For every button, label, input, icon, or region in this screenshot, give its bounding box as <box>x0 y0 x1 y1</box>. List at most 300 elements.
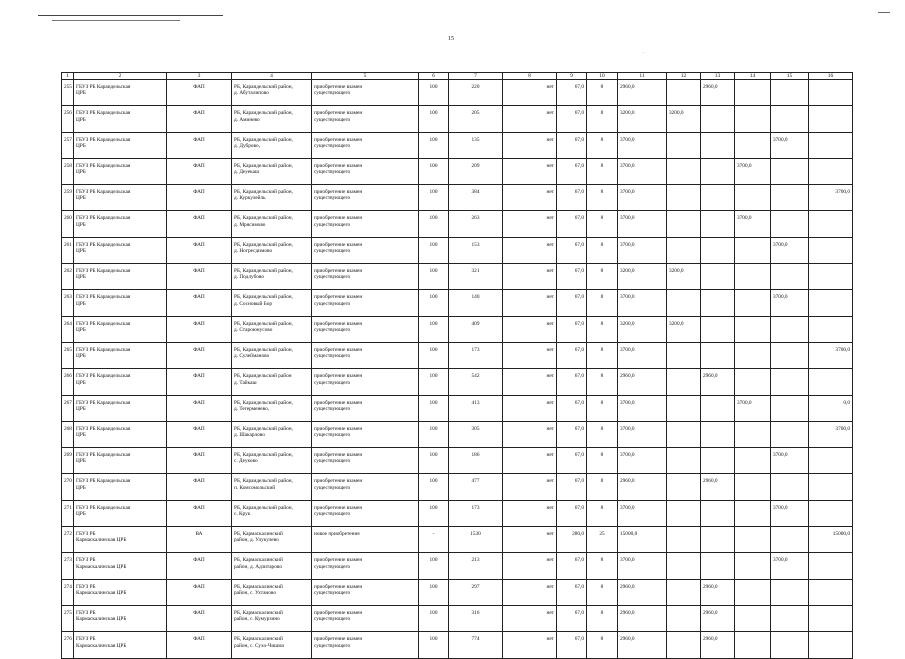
table-row <box>62 527 853 553</box>
act-line: существующего <box>314 353 351 360</box>
act-line: приобретение взамен <box>314 136 363 143</box>
act-line: существующего <box>314 326 351 333</box>
addr-line: РБ, Караидельский район <box>234 373 292 380</box>
col-7-cell: 409 <box>449 316 503 342</box>
col-9-cell: 67,0 <box>557 632 587 658</box>
addr-line: РБ, Караидельский район, <box>234 268 293 275</box>
col-14-cell: 3700,0 <box>735 158 771 184</box>
address-cell <box>232 158 312 184</box>
row-number-cell: 273 <box>62 553 74 579</box>
col-9-cell: 67,0 <box>557 158 587 184</box>
col-8-cell: нет <box>503 632 557 658</box>
col-6-cell: 100 <box>419 185 449 211</box>
col-11-cell: 3700,0 <box>618 185 667 211</box>
row-number-cell: 274 <box>62 579 74 605</box>
act-line: существующего <box>314 484 351 491</box>
col-11-cell: 2960,0 <box>618 369 667 395</box>
col-13-cell <box>701 158 735 184</box>
act-line: существующего <box>314 195 351 202</box>
col-10-cell: 8 <box>587 342 618 368</box>
col-8-cell: нет <box>503 132 557 158</box>
col-8-cell: нет <box>503 579 557 605</box>
addr-line: район, с. Ухтаново <box>234 589 277 596</box>
org-line: ГБУЗ РБ Караидельская <box>76 452 131 459</box>
col-14-cell <box>735 237 771 263</box>
action-cell <box>312 421 419 447</box>
organization-cell <box>74 264 167 290</box>
col-13-cell <box>701 421 735 447</box>
col-14-cell <box>735 290 771 316</box>
column-number: 2 <box>74 73 167 80</box>
col-6-cell: 100 <box>419 264 449 290</box>
action-cell <box>312 369 419 395</box>
col-12-cell <box>667 474 701 500</box>
addr-line: РБ, Караидельский район, <box>234 241 293 248</box>
col-9-cell: 67,0 <box>557 106 587 132</box>
table-row <box>62 106 853 132</box>
act-line: приобретение взамен <box>314 268 363 275</box>
col-10-cell: 8 <box>587 474 618 500</box>
column-number: 15 <box>771 73 809 80</box>
facility-type-cell: ФАП <box>167 605 232 631</box>
organization-cell <box>74 474 167 500</box>
col-12-cell <box>667 448 701 474</box>
col-11-cell: 3700,0 <box>618 421 667 447</box>
addr-line: д. Куркулейль <box>234 195 266 202</box>
col-13-cell <box>701 553 735 579</box>
row-number-cell: 275 <box>62 605 74 631</box>
action-cell <box>312 264 419 290</box>
col-11-cell: 2960,0 <box>618 579 667 605</box>
col-7-cell: 153 <box>449 237 503 263</box>
table-row <box>62 579 853 605</box>
col-8-cell: нет <box>503 316 557 342</box>
org-line: Кармаскалинская ЦРБ <box>76 616 127 623</box>
col-7-cell: 186 <box>449 448 503 474</box>
act-line: приобретение взамен <box>314 241 363 248</box>
row-number-cell: 259 <box>62 185 74 211</box>
addr-line: РБ, Караидельский район, <box>234 425 293 432</box>
col-8-cell: нет <box>503 500 557 526</box>
addr-line: д. Аминево <box>234 116 260 123</box>
facility-type-cell: ФАП <box>167 632 232 658</box>
col-12-cell: 3200,0 <box>667 316 701 342</box>
facility-type-cell: ФАП <box>167 264 232 290</box>
col-6-cell: 100 <box>419 421 449 447</box>
addr-line: д. Тайкаш <box>234 379 257 386</box>
col-11-cell: 3700,0 <box>618 158 667 184</box>
col-11-cell: 3200,0 <box>618 316 667 342</box>
col-11-cell: 3700,0 <box>618 290 667 316</box>
act-line: приобретение взамен <box>314 162 363 169</box>
act-line: существующего <box>314 300 351 307</box>
act-line: приобретение взамен <box>314 110 363 117</box>
col-16-cell <box>809 369 853 395</box>
addr-line: д. Мрясимово <box>234 221 266 228</box>
col-14-cell <box>735 527 771 553</box>
col-16-cell <box>809 132 853 158</box>
col-13-cell: 2960,0 <box>701 579 735 605</box>
table-row <box>62 316 853 342</box>
org-line: ГБУЗ РБ <box>76 636 96 643</box>
org-line: ГБУЗ РБ <box>76 557 96 564</box>
col-6-cell: 100 <box>419 158 449 184</box>
col-8-cell: нет <box>503 553 557 579</box>
address-cell <box>232 132 312 158</box>
col-16-cell <box>809 605 853 631</box>
col-8-cell: нет <box>503 237 557 263</box>
org-line: ГБУЗ РБ Караидельская <box>76 294 131 301</box>
col-16-cell <box>809 158 853 184</box>
column-number: 7 <box>449 73 503 80</box>
col-12-cell <box>667 500 701 526</box>
table-row <box>62 158 853 184</box>
action-cell <box>312 527 419 553</box>
organization-cell <box>74 369 167 395</box>
col-9-cell: 67,0 <box>557 264 587 290</box>
col-7-cell: 384 <box>449 185 503 211</box>
col-14-cell <box>735 369 771 395</box>
address-cell <box>232 369 312 395</box>
col-9-cell: 67,0 <box>557 80 587 106</box>
org-line: Кармаскалинская ЦРБ <box>76 642 127 649</box>
organization-cell <box>74 211 167 237</box>
org-line: ГБУЗ РБ Караидельская <box>76 136 131 143</box>
col-11-cell: 2960,0 <box>618 632 667 658</box>
org-line: ЦРБ <box>76 221 86 228</box>
addr-line: д. Шакарлово <box>234 432 265 439</box>
act-line: существующего <box>314 169 351 176</box>
col-8-cell: нет <box>503 80 557 106</box>
col-9-cell: 67,0 <box>557 553 587 579</box>
col-15-cell <box>771 395 809 421</box>
col-6-cell: 100 <box>419 579 449 605</box>
table-row <box>62 553 853 579</box>
row-number-cell: 262 <box>62 264 74 290</box>
col-16-cell <box>809 448 853 474</box>
address-cell <box>232 237 312 263</box>
col-14-cell <box>735 185 771 211</box>
table-row <box>62 448 853 474</box>
col-10-cell: 8 <box>587 579 618 605</box>
address-cell <box>232 342 312 368</box>
col-7-cell: 542 <box>449 369 503 395</box>
col-10-cell: 8 <box>587 211 618 237</box>
addr-line: д. Подлубово <box>234 274 265 281</box>
col-8-cell: нет <box>503 605 557 631</box>
organization-cell <box>74 80 167 106</box>
header-rule <box>38 15 223 16</box>
col-16-cell: 0,0 <box>809 395 853 421</box>
row-number-cell: 264 <box>62 316 74 342</box>
col-8-cell: нет <box>503 395 557 421</box>
column-number: 12 <box>667 73 701 80</box>
action-cell <box>312 474 419 500</box>
act-line: существующего <box>314 116 351 123</box>
col-11-cell: 2960,0 <box>618 474 667 500</box>
col-6-cell: 100 <box>419 395 449 421</box>
col-13-cell <box>701 500 735 526</box>
scan-speck: . <box>643 50 645 55</box>
col-15-cell <box>771 80 809 106</box>
col-8-cell: нет <box>503 448 557 474</box>
col-6-cell: 100 <box>419 632 449 658</box>
table-row <box>62 80 853 106</box>
action-cell <box>312 132 419 158</box>
col-14-cell <box>735 132 771 158</box>
address-cell <box>232 553 312 579</box>
act-line: приобретение взамен <box>314 636 363 643</box>
column-number: 13 <box>701 73 735 80</box>
organization-cell <box>74 106 167 132</box>
col-16-cell <box>809 211 853 237</box>
col-8-cell: нет <box>503 290 557 316</box>
org-line: ЦРБ <box>76 379 86 386</box>
col-11-cell: 15000,0 <box>618 527 667 553</box>
table-row <box>62 132 853 158</box>
col-13-cell <box>701 395 735 421</box>
col-16-cell: 15000,0 <box>809 527 853 553</box>
col-6-cell: 100 <box>419 605 449 631</box>
org-line: Кармаскалинская ЦРБ <box>76 589 127 596</box>
col-11-cell: 3700,0 <box>618 237 667 263</box>
col-10-cell: 8 <box>587 500 618 526</box>
col-6-cell: 100 <box>419 132 449 158</box>
facility-type-cell: ФАП <box>167 185 232 211</box>
org-line: ГБУЗ РБ Караидельская <box>76 399 131 406</box>
facility-type-cell: ФАП <box>167 158 232 184</box>
col-6-cell: 100 <box>419 342 449 368</box>
col-7-cell: 140 <box>449 290 503 316</box>
col-10-cell: 8 <box>587 290 618 316</box>
addr-line: РБ, Кармаскалинский <box>234 557 283 564</box>
col-9-cell: 67,0 <box>557 342 587 368</box>
col-15-cell <box>771 474 809 500</box>
address-cell <box>232 421 312 447</box>
col-10-cell: 8 <box>587 605 618 631</box>
col-16-cell <box>809 106 853 132</box>
organization-cell <box>74 500 167 526</box>
col-10-cell: 8 <box>587 185 618 211</box>
col-10-cell: 8 <box>587 106 618 132</box>
col-13-cell <box>701 342 735 368</box>
col-13-cell: 2960,0 <box>701 605 735 631</box>
action-cell <box>312 395 419 421</box>
column-number-row <box>62 73 853 80</box>
organization-cell <box>74 395 167 421</box>
col-7-cell: 413 <box>449 395 503 421</box>
col-12-cell <box>667 185 701 211</box>
col-7-cell: 297 <box>449 579 503 605</box>
col-15-cell: 3700,0 <box>771 132 809 158</box>
col-10-cell: 8 <box>587 316 618 342</box>
addr-line: д. Сулейманово <box>234 353 270 360</box>
col-8-cell: нет <box>503 185 557 211</box>
table-row <box>62 290 853 316</box>
organization-cell <box>74 448 167 474</box>
col-12-cell <box>667 158 701 184</box>
col-6-cell: - <box>419 527 449 553</box>
page-number: 15 <box>448 36 454 42</box>
col-14-cell <box>735 500 771 526</box>
addr-line: РБ, Кармаскалинский <box>234 609 283 616</box>
row-number-cell: 269 <box>62 448 74 474</box>
facility-type-cell: ФАП <box>167 80 232 106</box>
col-12-cell: 3200,0 <box>667 106 701 132</box>
act-line: приобретение взамен <box>314 294 363 301</box>
col-14-cell <box>735 605 771 631</box>
col-9-cell: 67,0 <box>557 290 587 316</box>
col-6-cell: 100 <box>419 500 449 526</box>
col-13-cell <box>701 527 735 553</box>
col-10-cell: 8 <box>587 369 618 395</box>
col-8-cell: нет <box>503 369 557 395</box>
col-8-cell: нет <box>503 211 557 237</box>
col-9-cell: 67,0 <box>557 211 587 237</box>
col-10-cell: 8 <box>587 553 618 579</box>
addr-line: район, с. Кумурзино <box>234 616 280 623</box>
column-number: 16 <box>809 73 853 80</box>
col-9-cell: 67,0 <box>557 500 587 526</box>
table-row <box>62 342 853 368</box>
col-13-cell <box>701 211 735 237</box>
org-line: ГБУЗ РБ Караидельская <box>76 346 131 353</box>
org-line: ГБУЗ РБ Караидельская <box>76 373 131 380</box>
org-line: ЦРБ <box>76 432 86 439</box>
table-row <box>62 237 853 263</box>
act-line: приобретение взамен <box>314 504 363 511</box>
org-line: ЦРБ <box>76 90 86 97</box>
col-7-cell: 220 <box>449 80 503 106</box>
column-number: 3 <box>167 73 232 80</box>
org-line: Кармаскалинская ЦРБ <box>76 563 127 570</box>
act-line: новое приобретение <box>314 531 360 538</box>
column-number: 14 <box>735 73 771 80</box>
org-line: ГБУЗ РБ Караидельская <box>76 478 131 485</box>
action-cell <box>312 211 419 237</box>
act-line: существующего <box>314 458 351 465</box>
action-cell <box>312 290 419 316</box>
col-14-cell: 3700,0 <box>735 395 771 421</box>
col-15-cell: 3700,0 <box>771 500 809 526</box>
col-7-cell: 209 <box>449 158 503 184</box>
table-row <box>62 421 853 447</box>
col-9-cell: 67,0 <box>557 448 587 474</box>
row-number-cell: 256 <box>62 106 74 132</box>
col-8-cell: нет <box>503 527 557 553</box>
action-cell <box>312 500 419 526</box>
col-14-cell <box>735 421 771 447</box>
col-6-cell: 100 <box>419 211 449 237</box>
org-line: ЦРБ <box>76 405 86 412</box>
organization-cell <box>74 421 167 447</box>
row-number-cell: 267 <box>62 395 74 421</box>
col-14-cell <box>735 342 771 368</box>
col-13-cell: 2960,0 <box>701 369 735 395</box>
action-cell <box>312 158 419 184</box>
addr-line: РБ, Караидельский район, <box>234 215 293 222</box>
act-line: приобретение взамен <box>314 478 363 485</box>
address-cell <box>232 80 312 106</box>
col-13-cell: 2960,0 <box>701 80 735 106</box>
act-line: приобретение взамен <box>314 557 363 564</box>
addr-line: РБ, Караидельский район, <box>234 478 293 485</box>
col-8-cell: нет <box>503 264 557 290</box>
table-row <box>62 369 853 395</box>
col-6-cell: 100 <box>419 448 449 474</box>
address-cell <box>232 632 312 658</box>
table-row <box>62 474 853 500</box>
col-9-cell: 67,0 <box>557 132 587 158</box>
addr-line: РБ, Кармаскалинский <box>234 583 283 590</box>
col-10-cell: 8 <box>587 632 618 658</box>
col-12-cell: 3200,0 <box>667 264 701 290</box>
col-13-cell <box>701 106 735 132</box>
col-16-cell <box>809 80 853 106</box>
row-number-cell: 265 <box>62 342 74 368</box>
addr-line: д. Сосновый Бор <box>234 300 273 307</box>
col-14-cell <box>735 316 771 342</box>
act-line: приобретение взамен <box>314 583 363 590</box>
org-line: ЦРБ <box>76 116 86 123</box>
column-number: 9 <box>557 73 587 80</box>
col-16-cell <box>809 500 853 526</box>
col-8-cell: нет <box>503 106 557 132</box>
address-cell <box>232 605 312 631</box>
action-cell <box>312 316 419 342</box>
address-cell <box>232 395 312 421</box>
act-line: приобретение взамен <box>314 452 363 459</box>
act-line: существующего <box>314 90 351 97</box>
row-number-cell: 276 <box>62 632 74 658</box>
org-line: ЦРБ <box>76 274 86 281</box>
column-number: 8 <box>503 73 557 80</box>
table-row <box>62 264 853 290</box>
organization-cell <box>74 605 167 631</box>
col-11-cell: 3700,0 <box>618 211 667 237</box>
addr-line: РБ, Караидельский район, <box>234 110 293 117</box>
action-cell <box>312 237 419 263</box>
col-13-cell <box>701 290 735 316</box>
act-line: существующего <box>314 274 351 281</box>
addr-line: район, с. Сухо-Чишма <box>234 642 284 649</box>
col-14-cell: 3700,0 <box>735 211 771 237</box>
org-line: ГБУЗ РБ Караидельская <box>76 320 131 327</box>
col-15-cell <box>771 421 809 447</box>
col-8-cell: нет <box>503 342 557 368</box>
table-row <box>62 185 853 211</box>
action-cell <box>312 605 419 631</box>
addr-line: РБ, Караидельский район, <box>234 320 293 327</box>
col-15-cell <box>771 579 809 605</box>
org-line: ГБУЗ РБ <box>76 531 96 538</box>
org-line: ГБУЗ РБ Караидельская <box>76 84 131 90</box>
col-16-cell <box>809 579 853 605</box>
facility-type-cell: ФАП <box>167 132 232 158</box>
act-line: существующего <box>314 405 351 412</box>
organization-cell <box>74 132 167 158</box>
col-16-cell <box>809 553 853 579</box>
col-16-cell <box>809 474 853 500</box>
row-number-cell: 255 <box>62 80 74 106</box>
facility-type-cell: ФАП <box>167 106 232 132</box>
organization-cell <box>74 158 167 184</box>
col-6-cell: 100 <box>419 474 449 500</box>
row-number-cell: 272 <box>62 527 74 553</box>
addr-line: район, д. Адзитарово <box>234 563 282 570</box>
address-cell <box>232 264 312 290</box>
col-7-cell: 205 <box>449 106 503 132</box>
